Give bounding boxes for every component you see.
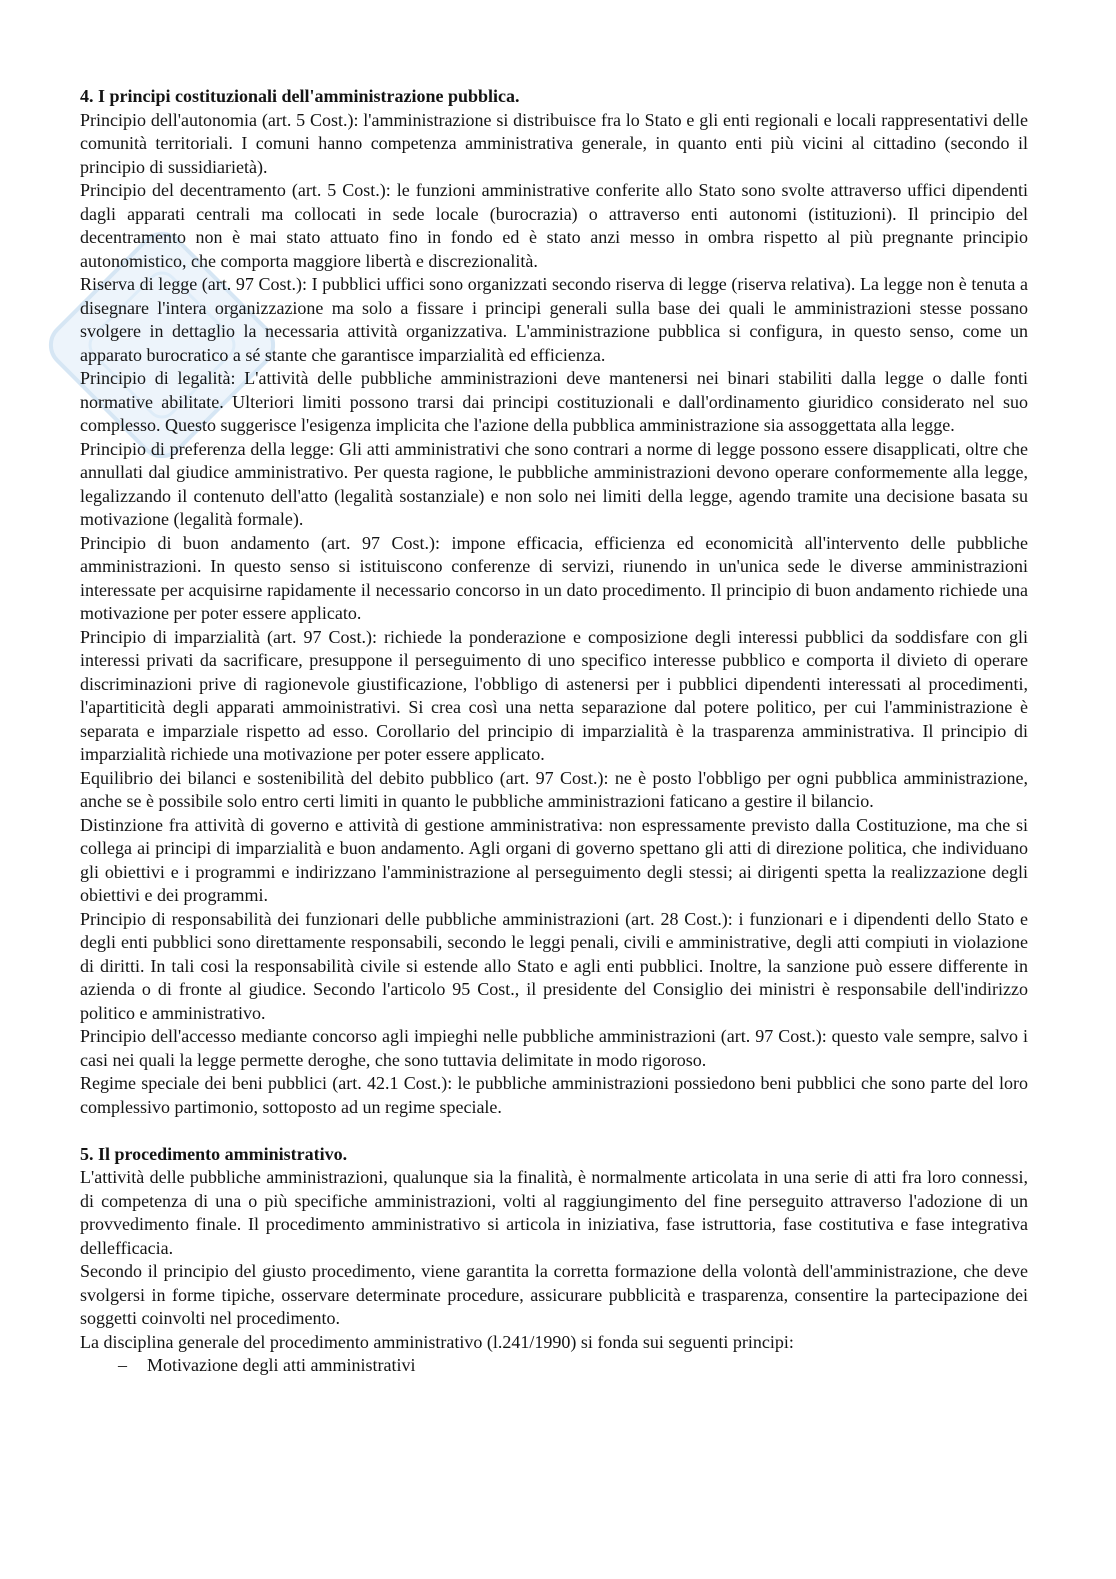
list-item [80,1354,1028,1378]
paragraph-riserva-di-legge: Riserva di legge (art. 97 Cost.): I pubblici uffici sono organizzati secondo riserva di legge (riserva relativa). La legge non è tenuta a disegnare l'intera organizzazione ma solo a fissare i principi generali sulla base dei quali le amministrazioni stesse possano svolgere in dettaglio la necessaria attività organizzativa. L'amministrazione pubblica si configura, in questo senso, come un apparato burocratico a sé stante che garantisce imparzialità ed efficienza. [80,274,1028,365]
paragraph-articolazione-procedimento: L'attività delle pubbliche amministrazioni, qualunque sia la finalità, è normalmente articolata in una serie di atti fra loro connessi, di competenza di una o più specifiche amministrazioni, volti al raggiungimento del fine perseguito attraverso l'adozione di un provvedimento finale. Il procedimento amministrativo si articola in iniziativa, fase istruttoria, fase costitutiva e fase integrativa dellefficacia. [80,1167,1028,1258]
paragraph-decentramento: Principio del decentramento (art. 5 Cost.): le funzioni amministrative conferite allo Stato sono svolte attraverso uffici dipendenti dagli apparati centrali ma collocati in sede locale (burocrazia) o attraverso enti autonomi (istituzioni). Il principio del decentramento non è mai stato attuato fino in fondo ed è stato anzi messo in ombra rispetto al più pregnante principio autonomistico, che comporta maggiore libertà e discrezionalità. [80,180,1028,271]
paragraph-imparzialita: Principio di imparzialità (art. 97 Cost.): richiede la ponderazione e composizione degli interessi pubblici da soddisfare con gli interessi privati da sacrificare, presuppone il perseguimento di uno specifico interesse pubblico e comporta il divieto di operare discriminazioni prive di ragionevole giustificazione, l'obbligo di astenersi per i pubblici dipendenti interessati al procedimenti, l'apartiticità degli apparati ammoinistrativi. Si crea così una netta separazione dal potere politico, per cui l'amministrazione è separata e imparziale rispetto ad esso. Corollario del principio di imparzialità è la trasparenza amministrativa. Il principio di imparzialità richiede una motivazione per poter essere applicato. [80,626,1028,764]
section-heading: 5. Il procedimento amministrativo. [80,1143,348,1164]
document-page [80,85,1028,1378]
paragraph-beni-pubblici: Regime speciale dei beni pubblici (art. 42.1 Cost.): le pubbliche amministrazioni possiedono beni pubblici che sono parte del loro complessivo partimonio, sottoposto ad un regime speciale. [80,1073,1028,1117]
paragraph-giusto-procedimento: Secondo il principio del giusto procedimento, viene garantita la corretta formazione della volontà dell'amministrazione, che deve svolgersi in forme tipiche, osservare determinate procedure, assicurare pubblicità e trasparenza, consentire la partecipazione dei soggetti coinvolti nel procedimento. [80,1261,1028,1328]
section-principi-costituzionali [80,85,1028,1119]
principles-list [80,1354,1028,1378]
paragraph-buon-andamento: Principio di buon andamento (art. 97 Cost.): impone efficacia, efficienza ed economicità all'intervento delle pubbliche amministrazioni. In questo senso si istituiscono conferenze di servizi, riunendo in un'unica sede le diverse amministrazioni interessate per acquisirne rapidamente il necessario concorso in un dato procedimento. Il principio di buon andamento richiede una motivazione per poter essere applicato. [80,532,1028,623]
paragraph-legalita: Principio di legalità: L'attività delle pubbliche amministrazioni deve mantenersi nei binari stabiliti dalla legge o dalle fonti normative abilitate. Ulteriori limiti possono trarsi dai principi costituzionali e dall'ordinamento giuridico considerato nel suo complesso. Questo suggerisce l'esigenza implicita che l'azione della pubblica amministrazione sia assoggettata alla legge. [80,368,1028,435]
paragraph-equilibrio-bilanci: Equilibrio dei bilanci e sostenibilità del debito pubblico (art. 97 Cost.): ne è posto l'obbligo per ogni pubblica amministrazione, anche se è possibile solo entro certi limiti in quanto le pubbliche amministrazioni faticano a gestire il bilancio. [80,767,1028,811]
paragraph-autonomia: Principio dell'autonomia (art. 5 Cost.): l'amministrazione si distribuisce fra lo Stato e gli enti regionali e locali rappresentativi delle comunità territoriali. I comuni hanno competenza amministrativa generale, in quanto enti più vicini al cittadino (secondo il principio di sussidiarietà). [80,109,1028,177]
paragraph-distinzione-governo-gestione: Distinzione fra attività di governo e attività di gestione amministrativa: non espressamente previsto dalla Costituzione, ma che si collega ai principi di imparzialità e buon andamento. Agli organi di governo spettano gli atti di direzione politica, che individuano gli obiettivi e i programmi e indirizzano l'amministrazione al perseguimento degli stessi; ai dirigenti spetta la realizzazione degli obiettivi e dei programmi. [80,814,1028,905]
paragraph-responsabilita-funzionari: Principio di responsabilità dei funzionari delle pubbliche amministrazioni (art. 28 Cost.): i funzionari e i dipendenti dello Stato e degli enti pubblici sono direttamente responsabili, secondo le leggi penali, civili e amministrative, degli atti compiuti in violazione di diritti. In tali cosi la responsabilità civile si estende allo Stato e agli enti pubblici. Inoltre, la sanzione può essere differente in azienda o di fronte al giudice. Secondo l'articolo 95 Cost., il presidente del Consiglio dei ministri è responsabile dell'indirizzo politico e amministrativo. [80,908,1028,1023]
dash-bullet-icon: – [118,1355,127,1375]
section-procedimento-amministrativo [80,1143,1028,1378]
section-heading: 4. I principi costituzionali dell'amministrazione pubblica. [80,86,520,106]
paragraph-preferenza-legge: Principio di preferenza della legge: Gli atti amministrativi che sono contrari a norme di legge possono essere disapplicati, oltre che annullati dal giudice amministrativo. Per questa ragione, le pubbliche amministrazioni devono operare conformemente alla legge, legalizzando il contenuto dell'atto (legalità sostanziale) e non solo nei limiti della legge, agendo tramite una decisione basata su motivazione (legalità formale). [80,438,1028,529]
list-item-text: Motivazione degli atti amministrativi [147,1355,416,1375]
paragraph-disciplina-generale: La disciplina generale del procedimento amministrativo (l.241/1990) si fonda sui seguenti principi: [80,1331,794,1352]
paragraph-accesso-concorso: Principio dell'accesso mediante concorso agli impieghi nelle pubbliche amministrazioni (art. 97 Cost.): questo vale sempre, salvo i casi nei quali la legge permette deroghe, che sono tuttavia delimitate in modo rigoroso. [80,1026,1028,1070]
